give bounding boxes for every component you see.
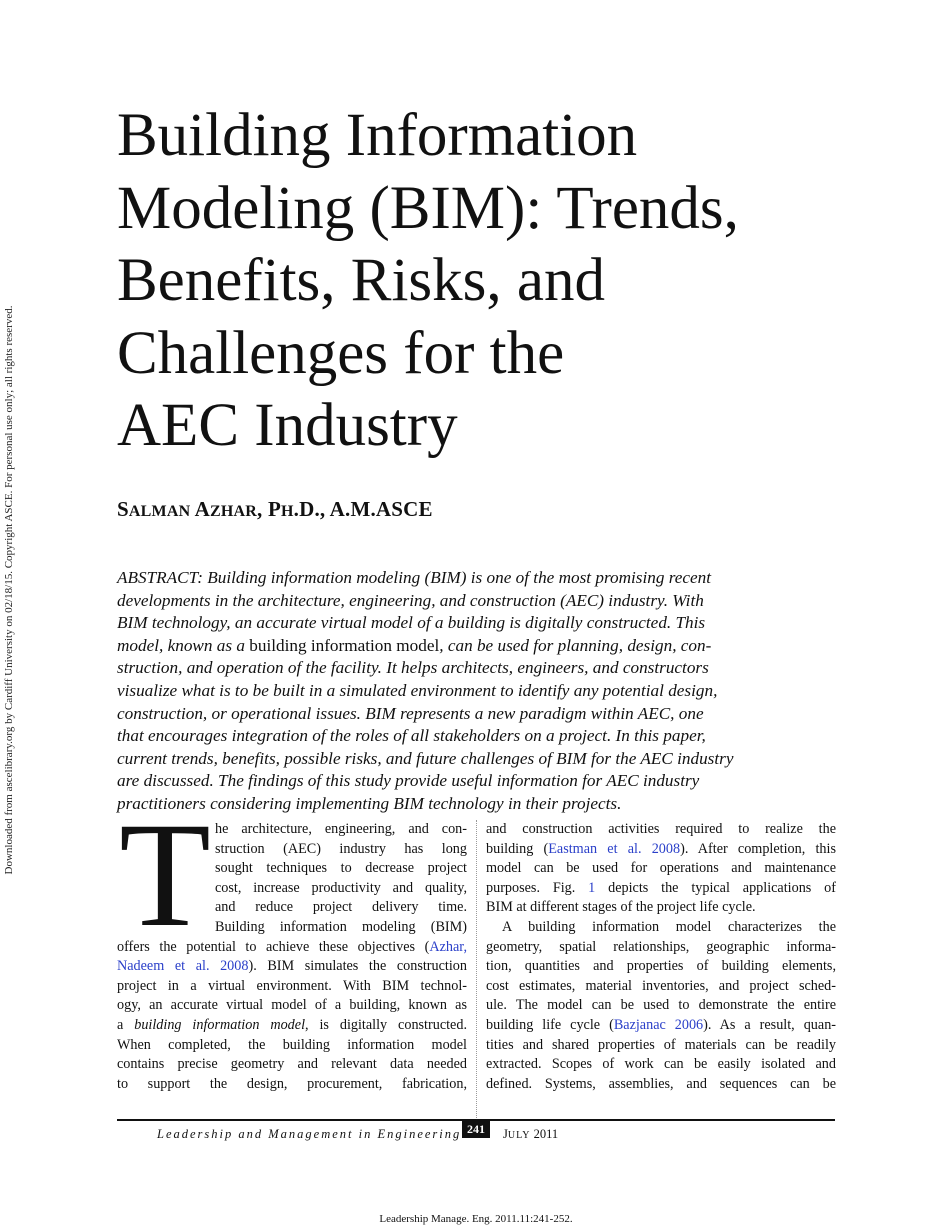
author-separator: ,: [257, 497, 268, 521]
body-line: [486, 840, 836, 860]
abstract-line: practitioners considering implementing BIM technology in their projects.: [117, 793, 622, 813]
author-degree-rest: H: [280, 503, 294, 520]
footer-issue-date: [503, 1127, 558, 1142]
body-italic-term: building information model: [134, 1016, 306, 1033]
abstract-text: , can be used for planning, design, con-: [439, 635, 712, 655]
title-line: Benefits, Risks, and: [117, 247, 605, 314]
figure-link-1[interactable]: 1: [588, 879, 596, 896]
footer-journal-name: Leadership and Management in Engineering: [157, 1127, 462, 1141]
body-line: geometry, spatial relationships, geographic informa-: [486, 938, 836, 955]
author-degree-initial: P: [267, 497, 281, 521]
abstract-line: are discussed. The findings of this study provide useful information for AEC industry: [117, 771, 700, 791]
body-text: purposes. Fig.: [486, 879, 589, 896]
body-line: contains precise geometry and relevant data needed: [117, 1056, 467, 1073]
abstract-line: construction, or operational issues. BIM represents a new paradigm within AEC, one: [117, 703, 704, 723]
abstract-line: that encourages integration of the roles of all stakeholders on a project. In this paper,: [117, 726, 706, 746]
author-byline: [117, 497, 433, 522]
body-line: A building information model characterizes the: [502, 918, 836, 935]
body-text: ). As a result, quan-: [703, 1016, 837, 1033]
citation-link-azhar-cont[interactable]: Nadeem et al. 2008: [117, 958, 249, 975]
body-column-left: [117, 820, 467, 1094]
body-line: [117, 938, 467, 958]
abstract-term: building information model: [249, 635, 440, 655]
title-line: Modeling (BIM): Trends,: [117, 174, 739, 242]
body-line: ule. The model can be used to demonstrate the entire: [486, 997, 836, 1014]
download-watermark: [0, 240, 18, 940]
body-line: cost estimates, material inventories, and project sched-: [486, 977, 836, 994]
body-text: building (: [486, 840, 549, 857]
abstract-line: BIM technology, an accurate virtual model of a building is digitally constructed. This: [117, 613, 706, 633]
footer-month-rest: ULY: [507, 1130, 531, 1141]
body-line: extracted. Scopes of work can be easily isolated and: [486, 1056, 836, 1073]
abstract: [117, 567, 845, 816]
body-line: and construction activities required to realize the: [486, 821, 836, 837]
body-line: [486, 1016, 836, 1036]
body-line: model can be used for operations and maintenance: [486, 860, 836, 877]
body-line: tities and shared properties of materials can be readily: [486, 1036, 836, 1053]
body-column-right: [486, 820, 836, 1094]
citation-link-eastman[interactable]: Eastman et al. 2008: [548, 840, 681, 857]
footer-month-initial: J: [503, 1127, 508, 1141]
body-line: [486, 879, 836, 899]
title-line: AEC Industry: [117, 392, 458, 459]
abstract-line: developments in the architecture, engineering, and construction (AEC) industry. With: [117, 590, 704, 610]
body-text: , is digitally constructed.: [305, 1016, 467, 1033]
author-first-initial: S: [117, 497, 129, 521]
body-line: cost, increase productivity and quality,: [215, 879, 467, 896]
body-line: tion, quantities and properties of building elements,: [486, 958, 836, 975]
abstract-line: struction, and operation of the facility. It helps architects, engineers, and constructors: [117, 658, 709, 678]
body-line: [117, 957, 467, 977]
download-watermark-text: Downloaded from ascelibrary.org by Cardiff University on 02/18/15. Copyright ASCE. For personal use only; all rights reserved.: [3, 305, 15, 875]
body-text: a: [117, 1016, 135, 1033]
body-line: BIM at different stages of the project life cycle.: [486, 899, 756, 916]
body-line: he architecture, engineering, and con-: [215, 821, 467, 837]
abstract-line: [117, 635, 845, 658]
article-title: [117, 100, 877, 463]
page-number-badge: 241: [462, 1121, 490, 1138]
citation-footer: Leadership Manage. Eng. 2011.11:241-252.: [379, 1213, 573, 1225]
body-line: and reduce project delivery time.: [215, 899, 467, 916]
title-line: Building Information: [117, 102, 638, 169]
body-text: ). BIM simulates the construction: [248, 958, 467, 975]
abstract-line: visualize what is to be built in a simulated environment to identify any potential design,: [117, 680, 718, 700]
body-line: defined. Systems, assemblies, and sequences can be: [486, 1075, 836, 1092]
body-text: offers the potential to achieve these objectives (: [117, 938, 430, 955]
abstract-line: current trends, benefits, possible risks, and future challenges of BIM for the AEC industry: [117, 748, 734, 768]
author-degree-tail: .D., A.M.ASCE: [293, 497, 433, 521]
body-text: ). After completion, this: [680, 840, 836, 857]
drop-cap: T: [119, 792, 211, 958]
abstract-line: ABSTRACT: Building information modeling (BIM) is one of the most promising recent: [117, 568, 712, 587]
body-line: struction (AEC) industry has long: [215, 840, 467, 857]
author-last-initial: A: [194, 497, 210, 521]
body-line: to support the design, procurement, fabrication,: [117, 1075, 467, 1092]
body-line: sought techniques to decrease project: [215, 860, 467, 877]
body-text: building life cycle (: [486, 1016, 614, 1033]
body-line: When completed, the building information model: [117, 1036, 467, 1053]
body-line: Building information modeling (BIM): [215, 918, 467, 935]
author-first-rest: ALMAN: [128, 503, 191, 520]
column-divider: [476, 820, 477, 1120]
body-text: depicts the typical applications of: [595, 879, 836, 896]
body-line: [117, 1016, 467, 1036]
body-line: ogy, an accurate virtual model of a building, known as: [117, 997, 467, 1014]
footer-year: 2011: [530, 1127, 559, 1141]
citation-link-bazjanac[interactable]: Bazjanac 2006: [613, 1016, 704, 1033]
author-last-rest: ZHAR: [210, 503, 258, 520]
citation-link-azhar[interactable]: Azhar,: [429, 938, 467, 955]
abstract-text: model, known as a: [117, 635, 250, 655]
body-line: project in a virtual environment. With BIM technol-: [117, 977, 467, 994]
title-line: Challenges for the: [117, 319, 565, 387]
